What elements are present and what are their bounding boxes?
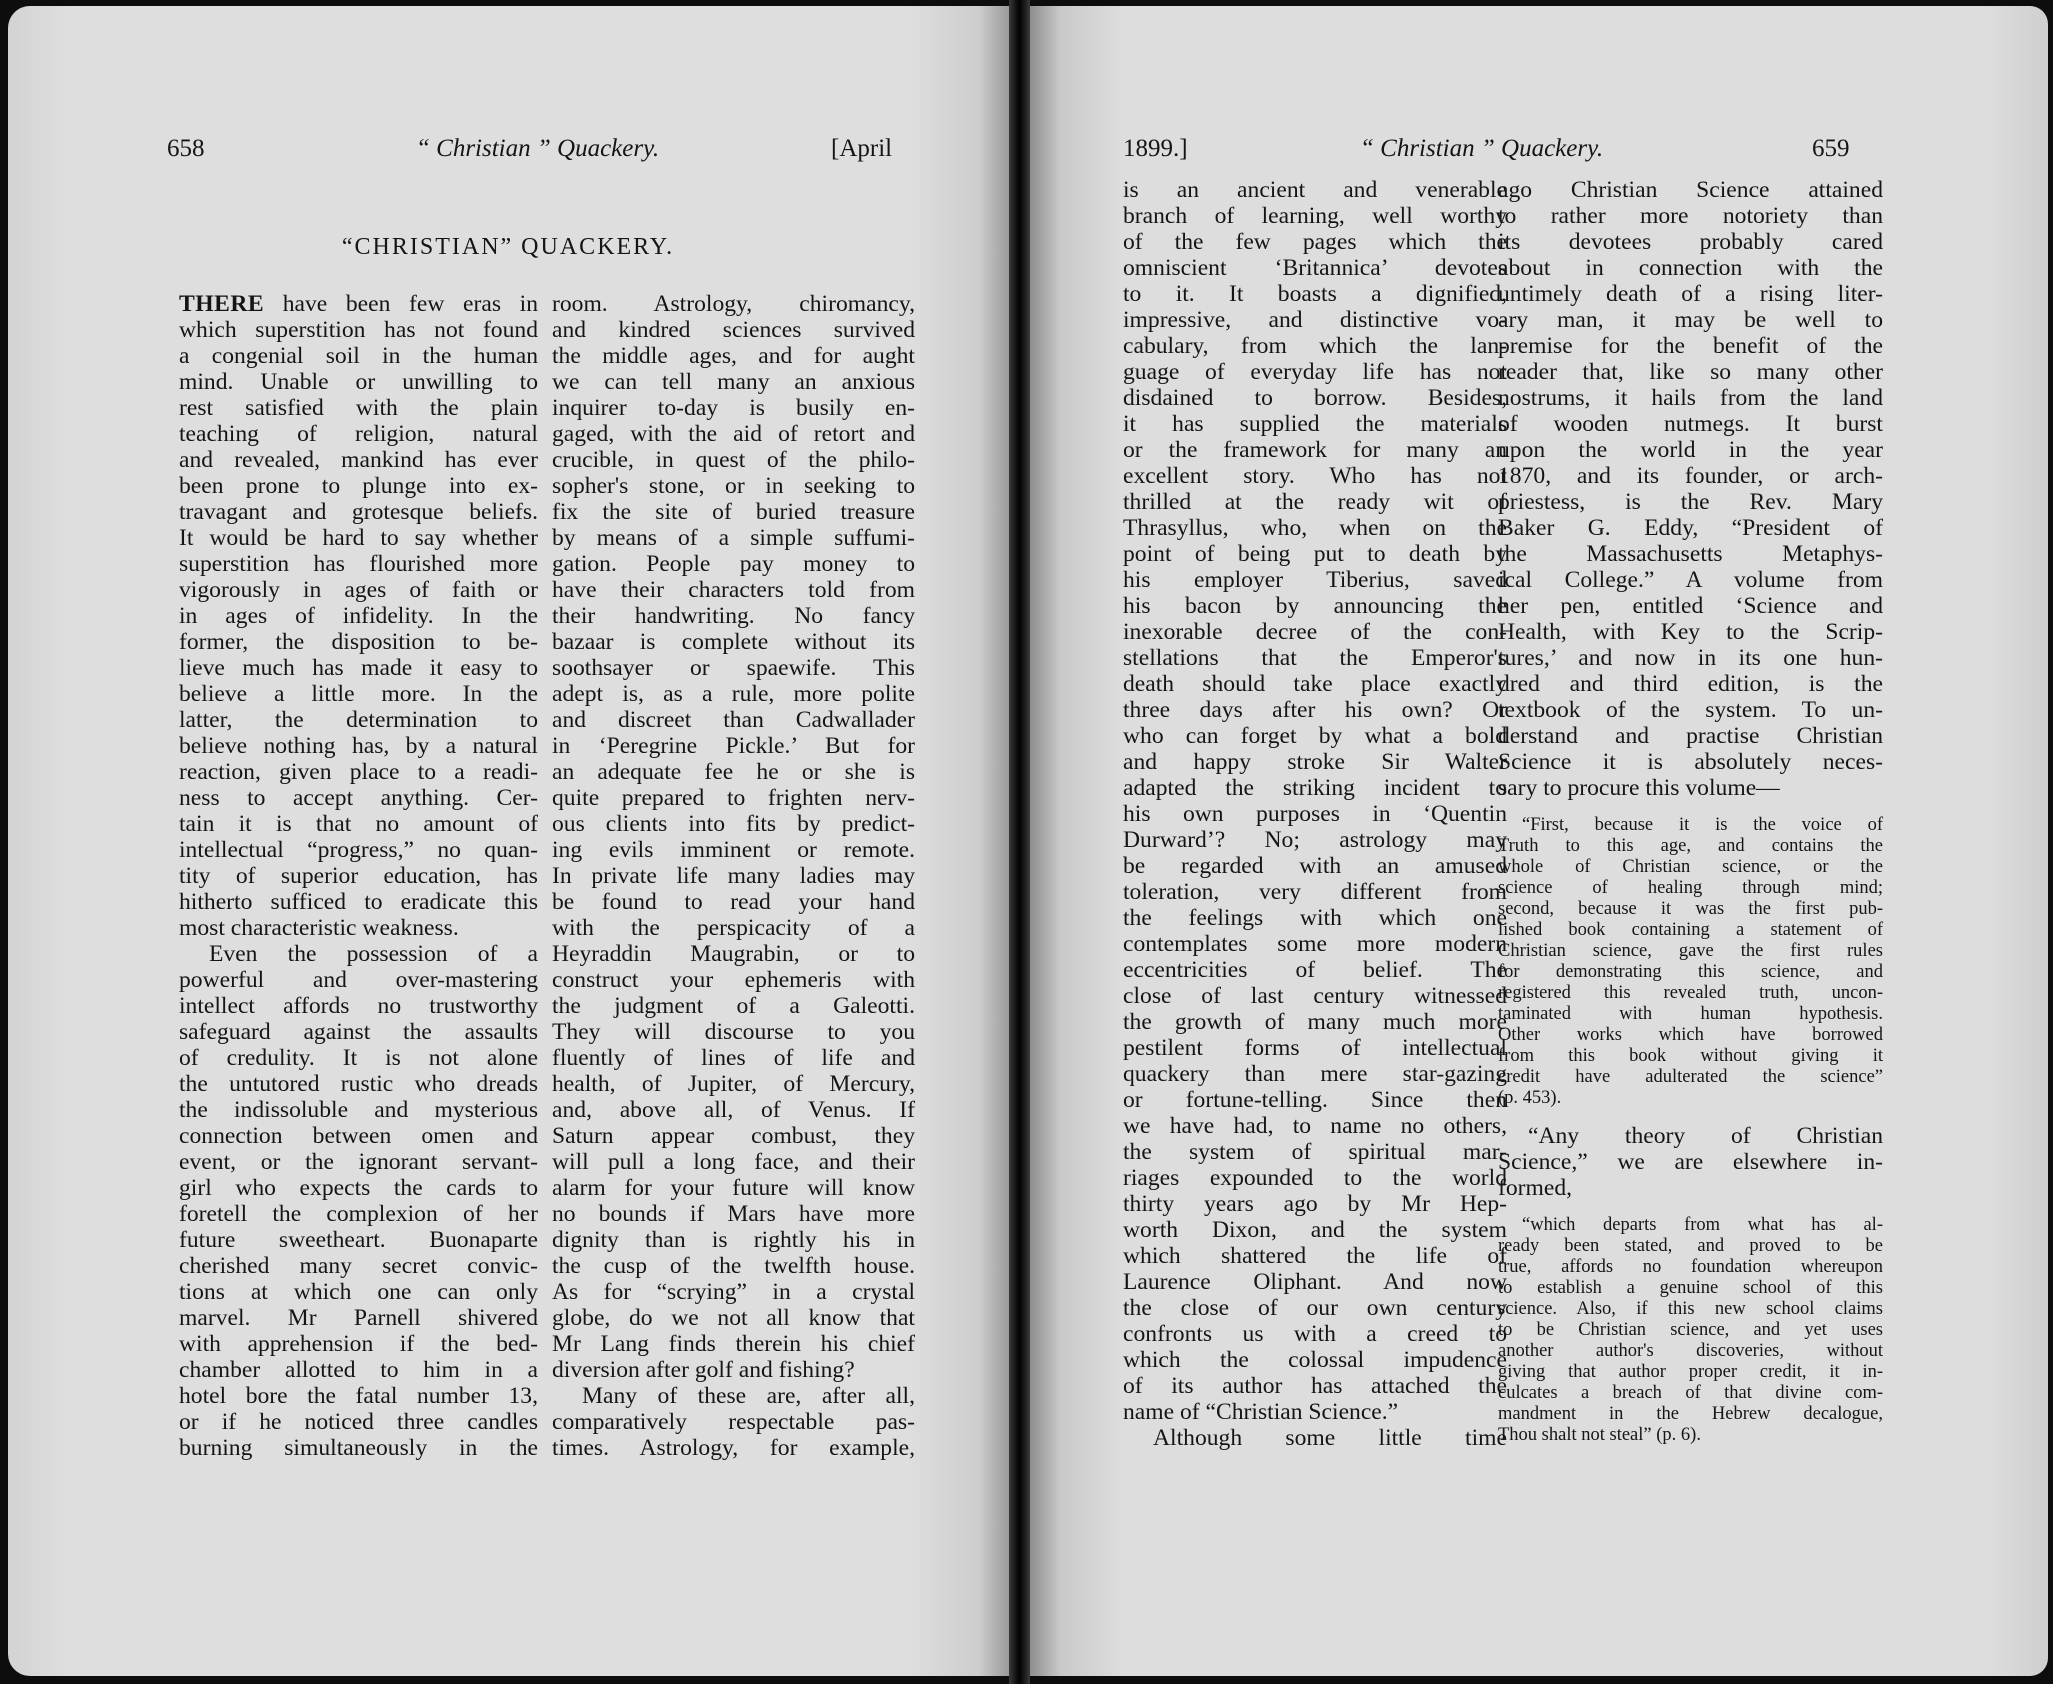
text-line: ness to accept anything. Cer- — [179, 785, 538, 811]
text-line: and happy stroke Sir Walter — [1123, 749, 1507, 775]
quote-line: “which departs from what has al- — [1522, 1215, 1883, 1235]
text-line: Heyraddin Maugrabin, or to — [552, 941, 915, 967]
text-line: his own purposes in ‘Quentin — [1123, 801, 1507, 827]
text-line: with the perspicacity of a — [552, 915, 915, 941]
text-line: inexorable decree of the con- — [1123, 619, 1507, 645]
text-line: the cusp of the twelfth house. — [552, 1253, 915, 1279]
text-line: be found to read your hand — [552, 889, 915, 915]
text-line: adapted the striking incident to — [1123, 775, 1507, 801]
text-line: THERE have been few eras in — [179, 291, 538, 317]
text-line: the indissoluble and mysterious — [179, 1097, 538, 1123]
text-line: ago Christian Science attained — [1498, 177, 1883, 203]
text-line: gaged, with the aid of retort and — [552, 421, 915, 447]
quote-line: Christian science, gave the first rules — [1498, 941, 1883, 961]
text-line: we have had, to name no others, — [1123, 1113, 1507, 1139]
text-line: 1870, and its founder, or arch- — [1498, 463, 1883, 489]
text-line: gation. People pay money to — [552, 551, 915, 577]
quote-line: to establish a genuine school of this — [1498, 1278, 1883, 1298]
text-line: construct your ephemeris with — [552, 967, 915, 993]
text-line: and, above all, of Venus. If — [552, 1097, 915, 1123]
left-header-date: [April — [831, 135, 893, 162]
text-line: diversion after golf and fishing? — [552, 1357, 855, 1383]
text-line: thrilled at the ready wit of — [1123, 489, 1507, 515]
text-line: will pull a long face, and their — [552, 1149, 915, 1175]
text-line: the system of spiritual mar- — [1123, 1139, 1507, 1165]
text-line: most characteristic weakness. — [179, 915, 459, 941]
text-line: omniscient ‘Britannica’ devotes — [1123, 255, 1507, 281]
text-line: textbook of the system. To un- — [1498, 697, 1883, 723]
text-line: confronts us with a creed to — [1123, 1321, 1507, 1347]
right-column-1 — [1123, 177, 1507, 1451]
text-line: powerful and over-mastering — [179, 967, 538, 993]
text-line: adept is, as a rule, more polite — [552, 681, 915, 707]
text-line: in ‘Peregrine Pickle.’ But for — [552, 733, 915, 759]
text-line: Thrasyllus, who, when on the — [1123, 515, 1507, 541]
quote-line: credit have adulterated the science” — [1498, 1067, 1883, 1087]
text-line: It would be hard to say whether — [179, 525, 538, 551]
text-line: As for “scrying” in a crystal — [552, 1279, 915, 1305]
text-line: event, or the ignorant servant- — [179, 1149, 538, 1175]
text-line: Even the possession of a — [209, 941, 538, 967]
quote-line: giving that author proper credit, it in- — [1498, 1362, 1883, 1382]
text-line: former, the disposition to be- — [179, 629, 538, 655]
text-line: the feelings with which one — [1123, 905, 1507, 931]
text-line: of its author has attached the — [1123, 1373, 1507, 1399]
text-line: toleration, very different from — [1123, 879, 1507, 905]
quote-line: whole of Christian science, or the — [1498, 857, 1883, 877]
text-line: Baker G. Eddy, “President of — [1498, 515, 1883, 541]
text-line: with apprehension if the bed- — [179, 1331, 538, 1357]
right-running-header — [1030, 132, 2048, 166]
text-line: believe nothing has, by a natural — [179, 733, 538, 759]
text-line: close of last century witnessed — [1123, 983, 1507, 1009]
text-line: who can forget by what a bold — [1123, 723, 1507, 749]
quote-line: second, because it was the first pub- — [1498, 899, 1883, 919]
text-line: and discreet than Cadwallader — [552, 707, 915, 733]
right-column-2 — [1498, 177, 1883, 1446]
right-header-date: 1899.] — [1123, 135, 1188, 162]
text-line: no bounds if Mars have more — [552, 1201, 915, 1227]
text-line: crucible, in quest of the philo- — [552, 447, 915, 473]
text-line: health, of Jupiter, of Mercury, — [552, 1071, 915, 1097]
quote-line: culcates a breach of that divine com- — [1498, 1383, 1883, 1403]
text-line: dred and third edition, is the — [1498, 671, 1883, 697]
text-line: foretell the complexion of her — [179, 1201, 538, 1227]
text-line: quackery than mere star-gazing — [1123, 1061, 1507, 1087]
text-line: thirty years ago by Mr Hep- — [1123, 1191, 1507, 1217]
text-line: we can tell many an anxious — [552, 369, 915, 395]
text-line: tures,’ and now in its one hun- — [1498, 645, 1883, 671]
article-title: “CHRISTIAN” QUACKERY. — [341, 234, 675, 260]
text-line: future sweetheart. Buonaparte — [179, 1227, 538, 1253]
text-line: ary man, it may be well to — [1498, 307, 1883, 333]
text-line: fluently of lines of life and — [552, 1045, 915, 1071]
block-quote-1 — [1498, 815, 1883, 1109]
text-line: Laurence Oliphant. And now — [1123, 1269, 1507, 1295]
text-line: girl who expects the cards to — [179, 1175, 538, 1201]
text-line: alarm for your future will know — [552, 1175, 915, 1201]
left-column-2 — [552, 291, 915, 1461]
text-line: of wooden nutmegs. It burst — [1498, 411, 1883, 437]
left-column-1 — [179, 291, 538, 1461]
text-line: Saturn appear combust, they — [552, 1123, 915, 1149]
text-line: and revealed, mankind has ever — [179, 447, 538, 473]
text-line: cabulary, from which the lan- — [1123, 333, 1507, 359]
text-line: quite prepared to frighten nerv- — [552, 785, 915, 811]
quote-line: registered this revealed truth, uncon- — [1498, 983, 1883, 1003]
left-running-header — [8, 132, 1008, 166]
quote-line: Thou shalt not steal” (p. 6). — [1498, 1425, 1701, 1445]
text-line: safeguard against the assaults — [179, 1019, 538, 1045]
text-line: their handwriting. No fancy — [552, 603, 915, 629]
text-line: her pen, entitled ‘Science and — [1498, 593, 1883, 619]
quote-line: Other works which have borrowed — [1498, 1025, 1883, 1045]
text-line: branch of learning, well worthy — [1123, 203, 1507, 229]
text-line: tain it is that no amount of — [179, 811, 538, 837]
book-gutter — [1009, 0, 1030, 1684]
text-line: its devotees probably cared — [1498, 229, 1883, 255]
text-line: Science it is absolutely neces- — [1498, 749, 1883, 775]
quote-line: (p. 453). — [1498, 1088, 1562, 1108]
text-line: Health, with Key to the Scrip- — [1498, 619, 1883, 645]
text-line: intellect affords no trustworthy — [179, 993, 538, 1019]
text-line: hitherto sufficed to eradicate this — [179, 889, 538, 915]
text-line: an adequate fee he or she is — [552, 759, 915, 785]
text-line: Although some little time — [1153, 1425, 1507, 1451]
text-line: reaction, given place to a readi- — [179, 759, 538, 785]
text-line: upon the world in the year — [1498, 437, 1883, 463]
text-line: eccentricities of belief. The — [1123, 957, 1507, 983]
text-line: to it. It boasts a dignified, — [1123, 281, 1507, 307]
quote-line: ready been stated, and proved to be — [1498, 1236, 1883, 1256]
left-running-title: “ Christian ” Quackery. — [416, 135, 660, 162]
text-line: about in connection with the — [1498, 255, 1883, 281]
quote-line: to be Christian science, and yet uses — [1498, 1320, 1883, 1340]
text-line: reader that, like so many other — [1498, 359, 1883, 385]
text-line: the middle ages, and for aught — [552, 343, 915, 369]
text-line: “Any theory of Christian — [1528, 1123, 1883, 1149]
text-line: teaching of religion, natural — [179, 421, 538, 447]
text-line: have their characters told from — [552, 577, 915, 603]
text-line: death should take place exactly — [1123, 671, 1507, 697]
text-line: and kindred sciences survived — [552, 317, 915, 343]
text-line: sopher's stone, or in seeking to — [552, 473, 915, 499]
text-line: guage of everyday life has not — [1123, 359, 1507, 385]
text-line: intellectual “progress,” no quan- — [179, 837, 538, 863]
text-line: rest satisfied with the plain — [179, 395, 538, 421]
text-line: cherished many secret convic- — [179, 1253, 538, 1279]
quote-line: for demonstrating this science, and — [1498, 962, 1883, 982]
quote-line: taminated with human hypothesis. — [1498, 1004, 1883, 1024]
text-line: tions at which one can only — [179, 1279, 538, 1305]
quote-line: Truth to this age, and contains the — [1498, 836, 1883, 856]
text-line: or the framework for many an — [1123, 437, 1507, 463]
text-line: riages expounded to the world — [1123, 1165, 1507, 1191]
quote-line: another author's discoveries, without — [1498, 1341, 1883, 1361]
text-line: point of being put to death by — [1123, 541, 1507, 567]
text-line: name of “Christian Science.” — [1123, 1399, 1399, 1425]
block-quote-2 — [1498, 1215, 1883, 1446]
right-running-title: “ Christian ” Quackery. — [1360, 135, 1604, 162]
text-line: mind. Unable or unwilling to — [179, 369, 538, 395]
text-line: connection between omen and — [179, 1123, 538, 1149]
text-line: by means of a simple suffumi- — [552, 525, 915, 551]
right-page — [1030, 6, 2048, 1676]
text-line: Durward’? No; astrology may — [1123, 827, 1507, 853]
text-line: bazaar is complete without its — [552, 629, 915, 655]
text-line: stellations that the Emperor's — [1123, 645, 1507, 671]
text-line: is an ancient and venerable — [1123, 177, 1507, 203]
text-line: burning simultaneously in the — [179, 1435, 538, 1461]
text-line: ical College.” A volume from — [1498, 567, 1883, 593]
text-line: hotel bore the fatal number 13, — [179, 1383, 538, 1409]
text-line: contemplates some more modern — [1123, 931, 1507, 957]
text-line: be regarded with an amused — [1123, 853, 1507, 879]
left-page-number: 658 — [167, 135, 205, 162]
text-line: marvel. Mr Parnell shivered — [179, 1305, 538, 1331]
text-line: or if he noticed three candles — [179, 1409, 538, 1435]
text-line: or fortune-telling. Since then — [1123, 1087, 1507, 1113]
quote-line: “First, because it is the voice of — [1522, 815, 1883, 835]
text-line: derstand and practise Christian — [1498, 723, 1883, 749]
text-line: a congenial soil in the human — [179, 343, 538, 369]
text-line: ing evils imminent or remote. — [552, 837, 915, 863]
right-column-2-continuation — [1498, 1123, 1883, 1201]
right-page-number: 659 — [1812, 135, 1850, 162]
text-line: vigorously in ages of faith or — [179, 577, 538, 603]
text-line: Many of these are, after all, — [582, 1383, 915, 1409]
text-line: Science,” we are elsewhere in- — [1498, 1149, 1883, 1175]
text-line: the growth of many much more — [1123, 1009, 1507, 1035]
text-line: to rather more notoriety than — [1498, 203, 1883, 229]
text-line: in ages of infidelity. In the — [179, 603, 538, 629]
text-line: travagant and grotesque beliefs. — [179, 499, 538, 525]
text-line: of the few pages which the — [1123, 229, 1507, 255]
text-line: tity of superior education, has — [179, 863, 538, 889]
quote-line: mandment in the Hebrew decalogue, — [1498, 1404, 1883, 1424]
text-line: nostrums, it hails from the land — [1498, 385, 1883, 411]
text-line: fix the site of buried treasure — [552, 499, 915, 525]
text-line: it has supplied the materials — [1123, 411, 1507, 437]
text-line: formed, — [1498, 1175, 1573, 1201]
text-line: Mr Lang finds therein his chief — [552, 1331, 915, 1357]
text-line: which the colossal impudence — [1123, 1347, 1507, 1373]
text-line: impressive, and distinctive vo- — [1123, 307, 1507, 333]
text-line: the Massachusetts Metaphys- — [1498, 541, 1883, 567]
text-line: pestilent forms of intellectual — [1123, 1035, 1507, 1061]
text-line: priestess, is the Rev. Mary — [1498, 489, 1883, 515]
text-line: comparatively respectable pas- — [552, 1409, 915, 1435]
text-line: sary to procure this volume— — [1498, 775, 1780, 801]
text-line: soothsayer or spaewife. This — [552, 655, 915, 681]
text-line: chamber allotted to him in a — [179, 1357, 538, 1383]
text-line: the untutored rustic who dreads — [179, 1071, 538, 1097]
text-line: untimely death of a rising liter- — [1498, 281, 1883, 307]
text-line: which superstition has not found — [179, 317, 538, 343]
text-line: the close of our own century — [1123, 1295, 1507, 1321]
text-line: the judgment of a Galeotti. — [552, 993, 915, 1019]
text-line: ous clients into fits by predict- — [552, 811, 915, 837]
text-line: his employer Tiberius, saved — [1123, 567, 1507, 593]
text-line: superstition has flourished more — [179, 551, 538, 577]
text-line: which shattered the life of — [1123, 1243, 1507, 1269]
text-line: lieve much has made it easy to — [179, 655, 538, 681]
text-line: his bacon by announcing the — [1123, 593, 1507, 619]
quote-line: from this book without giving it — [1498, 1046, 1883, 1066]
text-line: times. Astrology, for example, — [552, 1435, 915, 1461]
quote-line: lished book containing a statement of — [1498, 920, 1883, 940]
text-line: disdained to borrow. Besides, — [1123, 385, 1507, 411]
text-line: three days after his own? Or — [1123, 697, 1507, 723]
quote-line: science. Also, if this new school claims — [1498, 1299, 1883, 1319]
right-column-2-text — [1498, 177, 1883, 801]
text-line: inquirer to-day is busily en- — [552, 395, 915, 421]
text-line: of credulity. It is not alone — [179, 1045, 538, 1071]
text-line: globe, do we not all know that — [552, 1305, 915, 1331]
left-page — [8, 6, 1009, 1676]
text-line: In private life many ladies may — [552, 863, 915, 889]
text-line: excellent story. Who has not — [1123, 463, 1507, 489]
text-line: believe a little more. In the — [179, 681, 538, 707]
text-line: premise for the benefit of the — [1498, 333, 1883, 359]
text-line: dignity than is rightly his in — [552, 1227, 915, 1253]
quote-line: science of healing through mind; — [1498, 878, 1883, 898]
text-line: worth Dixon, and the system — [1123, 1217, 1507, 1243]
quote-line: true, affords no foundation whereupon — [1498, 1257, 1883, 1277]
text-line: They will discourse to you — [552, 1019, 915, 1045]
text-line: been prone to plunge into ex- — [179, 473, 538, 499]
text-line: latter, the determination to — [179, 707, 538, 733]
text-line: room. Astrology, chiromancy, — [552, 291, 915, 317]
